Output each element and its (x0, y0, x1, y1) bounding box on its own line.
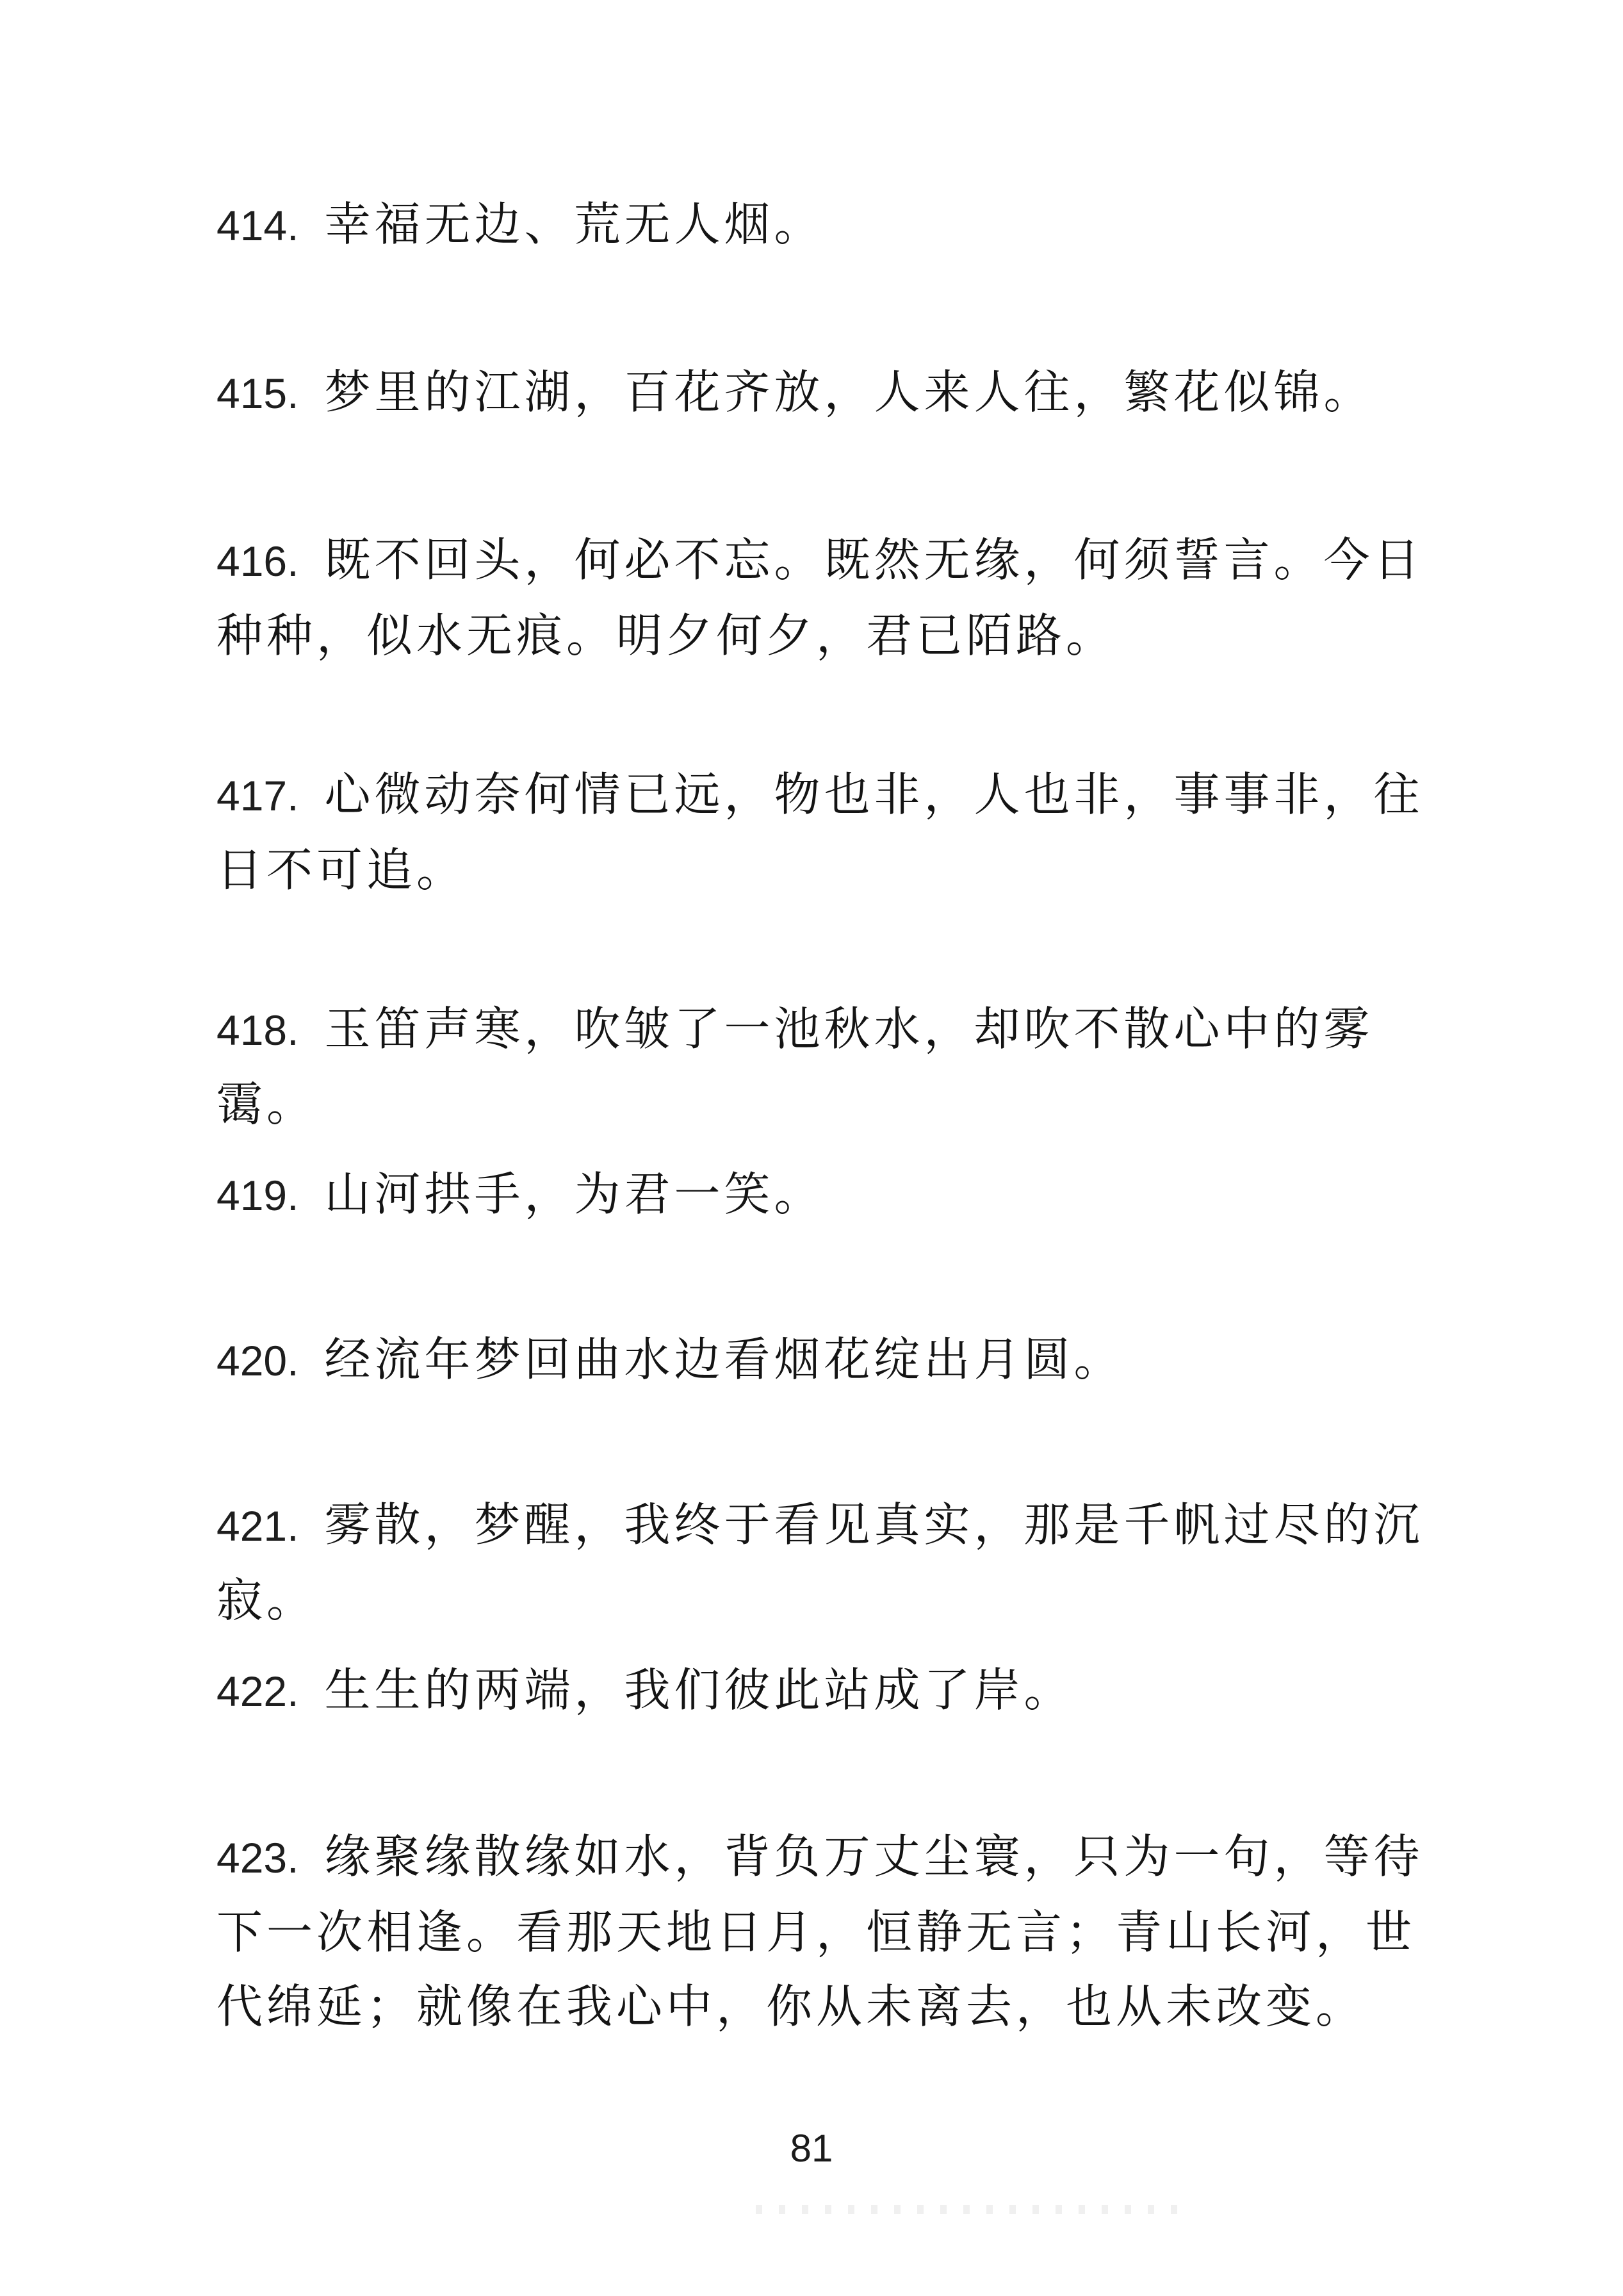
entry-416 (216, 523, 1453, 673)
entry-number: 421. (216, 1502, 299, 1550)
entry-text: 幸福无边、荒无人烟。 (324, 197, 824, 251)
entry-number: 415. (216, 370, 299, 417)
entry-text: 雾散，梦醒，我终于看见真实，那是千帆过尽的沉寂。 (216, 1498, 1424, 1627)
entry-number: 419. (216, 1172, 299, 1219)
entry-text: 生生的两端，我们彼此站成了岸。 (324, 1663, 1074, 1717)
page-number: 81 (790, 2127, 833, 2170)
entry-420 (216, 1322, 1453, 1398)
entry-423 (216, 1819, 1453, 2044)
entry-419 (216, 1157, 1453, 1233)
entry-text: 既不回头，何必不忘。既然无缘，何须誓言。今日种种，似水无痕。明夕何夕，君已陌路。 (216, 533, 1424, 662)
entry-number: 414. (216, 202, 299, 249)
entry-418 (216, 992, 1453, 1142)
entry-text: 梦里的江湖，百花齐放，人来人往，繁花似锦。 (324, 365, 1374, 419)
entry-text: 玉笛声寒，吹皱了一池秋水，却吹不散心中的雾霭。 (216, 1002, 1374, 1131)
entry-number: 417. (216, 772, 299, 819)
entry-422 (216, 1653, 1453, 1728)
entry-421 (216, 1488, 1453, 1637)
entry-number: 423. (216, 1834, 299, 1882)
entry-text: 缘聚缘散缘如水，背负万丈尘寰，只为一句，等待下一次相逢。看那天地日月，恒静无言；青山长河，世代绵延；就像在我心中，你从未离去，也从未改变。 (216, 1830, 1424, 2033)
entry-number: 418. (216, 1006, 299, 1054)
scan-artifact (756, 2205, 1179, 2214)
entry-text: 山河拱手，为君一笑。 (324, 1167, 824, 1221)
entry-number: 422. (216, 1668, 299, 1715)
entry-417 (216, 757, 1453, 907)
entry-number: 420. (216, 1337, 299, 1384)
entry-415 (216, 355, 1453, 430)
entry-text: 经流年梦回曲水边看烟花绽出月圆。 (324, 1332, 1124, 1386)
entry-number: 416. (216, 537, 299, 585)
entry-414 (216, 187, 1453, 263)
entry-text: 心微动奈何情已远，物也非，人也非，事事非，往日不可追。 (216, 767, 1424, 897)
